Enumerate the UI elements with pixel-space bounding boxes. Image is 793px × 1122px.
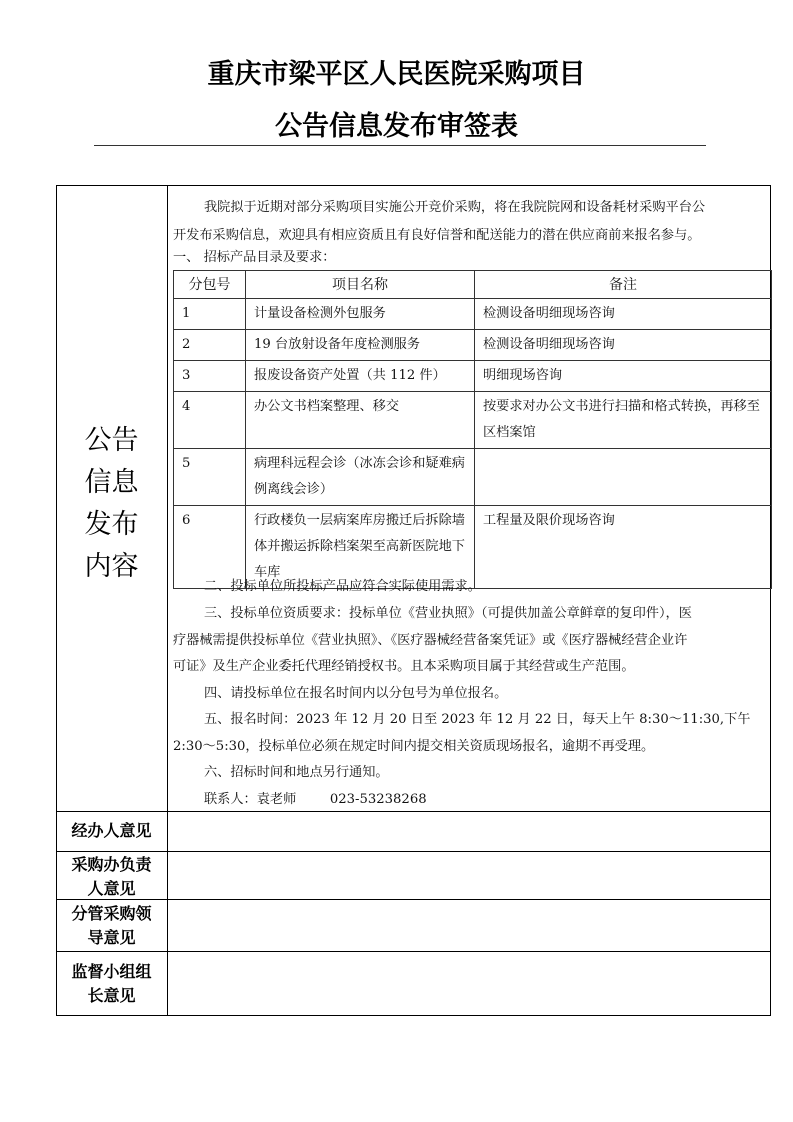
- label-line: 分管采购领: [71, 904, 152, 923]
- table-row: [174, 330, 772, 361]
- table-header-row: [174, 271, 772, 299]
- cell-note: [475, 449, 772, 506]
- label-leader-opinion: [56, 902, 167, 950]
- header-note: 备注: [475, 271, 772, 299]
- cell-name: 计量设备检测外包服务: [246, 299, 475, 330]
- contact-info: 联系人：袁老师 023-53238268: [204, 792, 427, 807]
- form-column-divider: [167, 185, 168, 1016]
- cell-note: 明细现场咨询: [475, 361, 772, 392]
- row-divider-2: [56, 851, 771, 852]
- side-label-char: 发布: [84, 509, 139, 540]
- section-6: 六、招标时间和地点另行通知。: [204, 765, 389, 780]
- cell-no: 5: [174, 449, 246, 506]
- intro-line-2: 开发布采购信息，欢迎具有相应资质且有良好信誉和配送能力的潜在供应商前来报名参与。: [173, 228, 701, 243]
- label-line: 监督小组组: [71, 962, 152, 981]
- document-title-line1: 重庆市梁平区人民医院采购项目: [207, 59, 586, 90]
- section-5-line-2: 2:30～5:30，投标单位必须在规定时间内提交相关资质现场报名，逾期不再受理。: [173, 739, 655, 754]
- table-row: [174, 392, 772, 449]
- cell-name: 病理科远程会诊（冰冻会诊和疑难病例离线会诊）: [246, 449, 475, 506]
- header-project-name: 项目名称: [246, 271, 475, 299]
- label-line: 人意见: [87, 879, 136, 898]
- cell-note: 检测设备明细现场咨询: [475, 330, 772, 361]
- table-row: [174, 361, 772, 392]
- cell-note: 检测设备明细现场咨询: [475, 299, 772, 330]
- cell-no: 1: [174, 299, 246, 330]
- cell-no: 6: [174, 506, 246, 589]
- intro-line-1: 我院拟于近期对部分采购项目实施公开竞价采购，将在我院院网和设备耗材采购平台公: [204, 200, 706, 215]
- side-label-char: 内容: [84, 551, 139, 582]
- header-package-no: 分包号: [174, 271, 246, 299]
- section-4: 四、请投标单位在报名时间内以分包号为单位报名。: [204, 686, 508, 701]
- section-3-line-1: 三、投标单位资质要求：投标单位《营业执照》（可提供加盖公章鲜章的复印件），医: [204, 606, 692, 621]
- cell-name: 19 台放射设备年度检测服务: [246, 330, 475, 361]
- side-label-char: 公告: [84, 425, 139, 456]
- product-table: [173, 270, 772, 589]
- table-row: [174, 449, 772, 506]
- row-divider-1: [56, 811, 771, 812]
- cell-no: 2: [174, 330, 246, 361]
- label-supervision-opinion: [56, 960, 167, 1008]
- label-line: 采购办负责: [71, 855, 152, 874]
- cell-name: 报废设备资产处置（共 112 件）: [246, 361, 475, 392]
- table-row: [174, 299, 772, 330]
- cell-note: 工程量及限价现场咨询: [475, 506, 772, 589]
- section-3-line-3: 可证》及生产企业委托代理经销授权书。且本采购项目属于其经营或生产范围。: [173, 659, 635, 674]
- section-1-heading: 一、 招标产品目录及要求：: [173, 250, 336, 265]
- label-purchase-head-opinion: [56, 853, 167, 901]
- side-label-content: [56, 420, 167, 588]
- row-divider-4: [56, 951, 771, 952]
- label-line: 导意见: [87, 928, 136, 947]
- label-line: 长意见: [87, 986, 136, 1005]
- cell-name: 行政楼负一层病案库房搬迁后拆除墙体并搬运拆除档案架至高新医院地下车库: [246, 506, 475, 589]
- cell-no: 3: [174, 361, 246, 392]
- section-3-line-2: 疗器械需提供投标单位《营业执照》、《医疗器械经营备案凭证》或《医疗器械经营企业许: [173, 633, 688, 648]
- cell-name: 办公文书档案整理、移交: [246, 392, 475, 449]
- title-underline: [94, 145, 706, 146]
- section-2: 二、投标单位所投标产品应符合实际使用需求。: [204, 579, 481, 594]
- label-handler-opinion: 经办人意见: [71, 821, 152, 840]
- cell-no: 4: [174, 392, 246, 449]
- side-label-char: 信息: [84, 467, 139, 498]
- section-5-line-1: 五、报名时间：2023 年 12 月 20 日至 2023 年 12 月 22 日，每天上午 8:30～11:30,下午: [204, 712, 751, 727]
- cell-note: 按要求对办公文书进行扫描和格式转换，再移至区档案馆: [475, 392, 772, 449]
- document-title-line2: 公告信息发布审签表: [275, 111, 518, 142]
